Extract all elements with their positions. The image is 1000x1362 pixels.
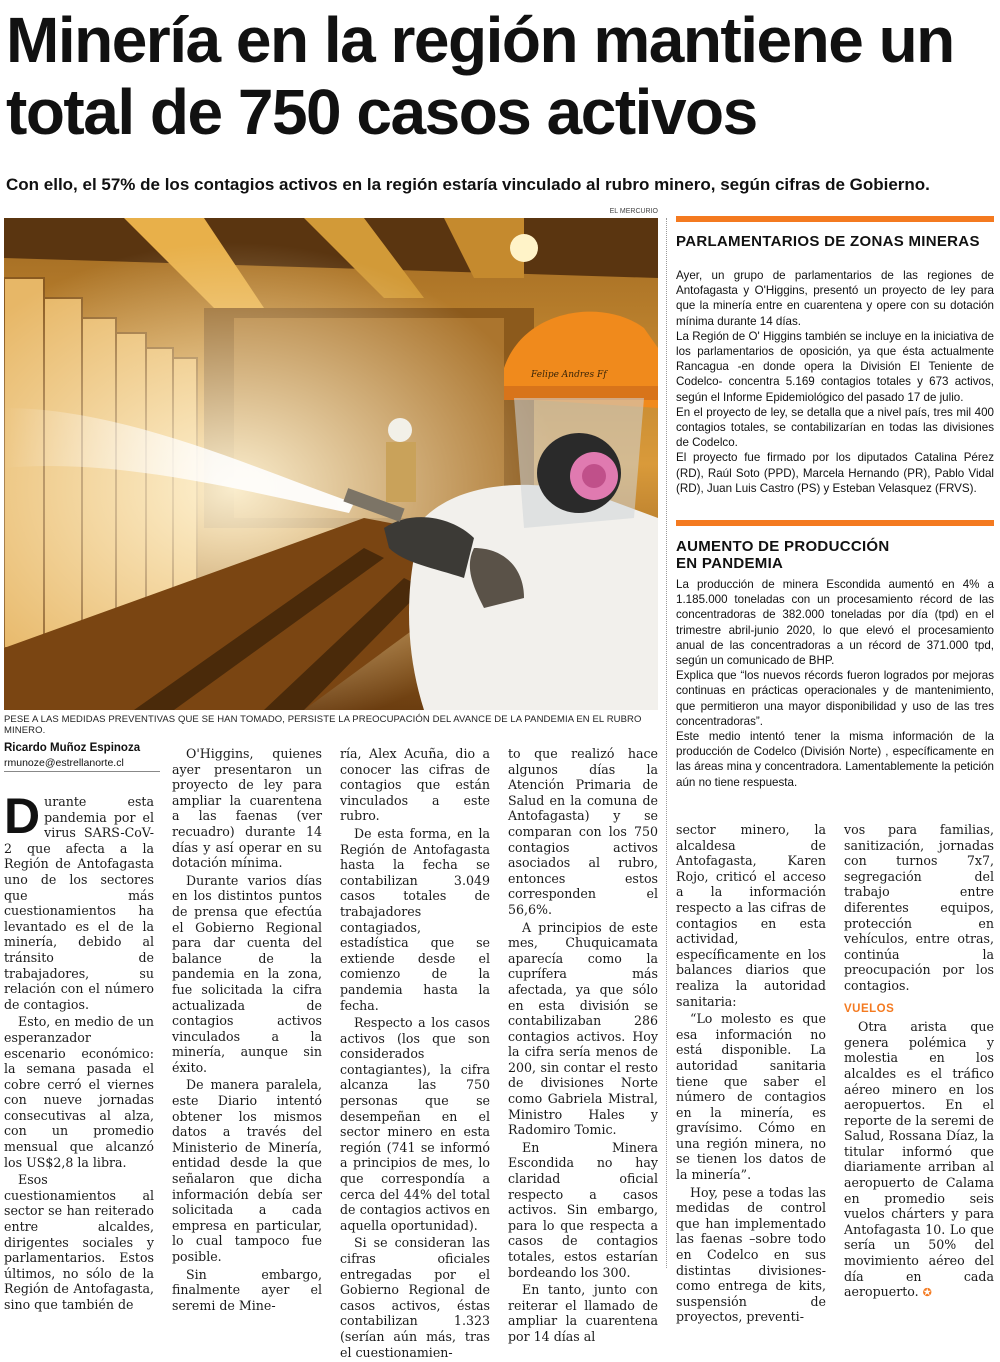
article-column-3 xyxy=(340,746,490,1362)
article-column-1 xyxy=(4,788,154,1315)
sidebar-paragraph: Ayer, un grupo de parlamentarios de las regiones de Antofagasta y O'Higgins, presentó un proyecto de ley para que la minería entre en cuarentena y opere con su dotación mínima durante 14 días. xyxy=(676,269,994,328)
sidebar-title-parlamentarios: PARLAMENTARIOS DE ZONAS MINERAS xyxy=(676,233,980,250)
sidebar-paragraph: La producción de minera Escondida aumentó en 4% a 1.185.000 toneladas con un procesamiento récord de las concentradoras de 382.000 toneladas por día (tpd) en el trimestre abril-junio 2020, lo que elevó el procesamiento anual de las concentradoras a un récord de 371.000 tpd, según un comunicado de BHP. xyxy=(676,578,994,668)
column-divider xyxy=(666,218,667,1268)
photo-credit: EL MERCURIO xyxy=(609,208,658,215)
main-photo xyxy=(4,218,658,710)
helmet-inscription: Felipe Andres Ff xyxy=(531,370,607,380)
article-paragraph: ría, Alex Acuña, dio a conocer las cifras de contagios que están vinculados a este rubro. xyxy=(340,746,490,824)
article-paragraph: Si se consideran las cifras oficiales entregadas por el Gobierno Regional de casos activos, éstas contabilizan 1.323 (serían aún más, tras el cuestionamien- xyxy=(340,1235,490,1360)
article-paragraph: sector minero, la alcaldesa de Antofagasta, Karen Rojo, criticó el acceso a la información respecto a las cifras de contagios en esta actividad, específicamente en los balances diarios que realiza la autoridad sanitaria: xyxy=(676,822,826,1009)
article-column-4 xyxy=(508,746,658,1347)
article-paragraph: Otra arista que genera polémica y molestia en los alcaldes es el tráfico aéreo minero en los aeropuertos. En el reporte de la seremi de Salud, Rossana Díaz, la titular informó que diariamente arriban al aeropuerto de Calama en promedio seis vuelos chárters y para Antofagasta 10. Lo que sería un 50% del movimiento aéreo del día en cada aeropuerto. ✪ xyxy=(844,1019,994,1300)
headline: Minería en la región mantiene un total de 750 casos activos xyxy=(6,4,954,148)
article-paragraph: A principios de este mes, Chuquicamata aparecía como la cuprífera más afectada, ya que sólo en esta división se contabilizaban 286 contagios activos. Hoy la cifra sería menos de 200, sin contar el resto de divisiones Norte como Gabriela Mistral, Ministro Hales y Radomiro Tomic. xyxy=(508,919,658,1138)
subhead: Con ello, el 57% de los contagios activos en la región estaría vinculado al rubro minero, según cifras de Gobierno. xyxy=(6,175,930,194)
article-paragraph: vos para familias, sanitización, jornadas con turnos 7x7, segregación del trabajo entre diferentes equipos, protección en vehículos, entre otras, continúa la preocupación por los contagios. xyxy=(844,822,994,993)
article-paragraph: to que realizó hace algunos días la Atención Primaria de Salud en la comuna de Antofagasta) y se comparan con los 750 contagios activos asociados al rubro, entonces estos corresponden el 56,6%. xyxy=(508,746,658,917)
article-paragraph: En Minera Escondida no hay claridad oficial respecto a casos activos. Sin embargo, para lo que respecta a casos de contagios totales, estos estarían bordeando los 300. xyxy=(508,1139,658,1280)
article-paragraph: Durante varios días en los distintos puntos de prensa que efectúa el Gobierno Regional para dar cuenta del balance de la pandemia en la zona, fue solicitada la cifra actualizada de contagios activos vinculados a la minería, aunque sin éxito. xyxy=(172,872,322,1075)
article-paragraph: Esto, en medio de un esperanzador escenario económico: la semana pasada el cobre cerró el viernes con nueve jornadas consecutivas al alza, con un promedio mensual que alcanzó los US$2,8 la libra. xyxy=(4,1014,154,1170)
sidebar-accent-rule xyxy=(676,216,994,222)
article-column-6 xyxy=(844,822,994,1303)
miner-spraying-illustration xyxy=(4,218,658,710)
article-column-2 xyxy=(172,746,322,1315)
end-of-article-icon: ✪ xyxy=(922,1286,932,1300)
article-paragraph: “Lo molesto es que esa información no está disponible. La autoridad sanitaria tiene que saber el número de contagios en la minería, es gravísimo. Cómo en una región minera, no se tienen los datos de la minería”. xyxy=(676,1011,826,1183)
article-paragraph: O'Higgins, quienes ayer presentaron un proyecto de ley para ampliar la cuarentena a las faenas (ver recuadro) durante 14 días y así operar en su dotación mínima. xyxy=(172,746,322,871)
sidebar-paragraph: El proyecto fue firmado por los diputados Catalina Pérez (RD), Raúl Soto (PPD), Marcela Hernando (PR), Pablo Vidal (RD), Juan Luis Castro (PS) y Esteban Velasquez (FRVS). xyxy=(676,451,994,495)
photo-caption: PESE A LAS MEDIDAS PREVENTIVAS QUE SE HAN TOMADO, PERSISTE LA PREOCUPACIÓN DEL AVANCE DE LA PANDEMIA EN EL RUBRO MINERO. xyxy=(4,714,642,736)
byline-divider xyxy=(4,771,160,772)
sidebar-accent-rule xyxy=(676,520,994,526)
sidebar-body-parlamentarios xyxy=(676,268,994,496)
sidebar-paragraph: En el proyecto de ley, se detalla que a nivel país, tres mil 400 contagios totales, se contabilizarían en todas las divisiones de Codelco. xyxy=(676,405,994,450)
article-column-5 xyxy=(676,822,826,1327)
article-paragraph: Respecto a los casos activos (los que son considerados contagiantes), la cifra alcanza las 750 personas que se desempeñan en el sector minero en esta región (741 se informó a principios de mes, lo que correspondía a cerca del 44% del total de contagios activos en aquella oportunidad). xyxy=(340,1015,490,1233)
sidebar-paragraph: La Región de O' Higgins también se incluye en la iniciativa de los parlamentarios de oposición, ya que ésta actualmente Rancagua -en donde opera la División El Teniente de Codelco- concentra 5.169 contagios totales y 673 activos, según el Informe Epidemiológico del pasado 17 de julio. xyxy=(676,329,994,404)
sidebar-paragraph: Explica que “los nuevos récords fueron logrados por mejoras continuas en prácticas operacionales y de mantenimiento, que permitieron una mayor disponibilidad y uso de las tres concentradoras”. xyxy=(676,669,994,728)
sidebar-title-produccion: AUMENTO DE PRODUCCIÓN EN PANDEMIA xyxy=(676,538,890,572)
article-paragraph: De esta forma, en la Región de Antofagasta hasta la fecha se contabilizan 3.049 casos totales de trabajadores contagiados, estadística que se extiende desde el comienzo de la pandemia hasta la fecha. xyxy=(340,825,490,1013)
section-subhead-vuelos: VUELOS xyxy=(844,1002,895,1015)
article-paragraph: Sin embargo, finalmente ayer el seremi de Mine- xyxy=(172,1266,322,1313)
article-paragraph: De manera paralela, este Diario intentó obtener los mismos datos a través del Ministerio de Minería, entidad desde la que señalaron que dicha información debía ser solicitada a cada empresa en particular, lo cual tampoco fue posible. xyxy=(172,1077,322,1264)
sidebar-paragraph: Este medio intentó tener la misma información de la producción de Codelco (División Norte) , específicamente en las áreas mina y concentradora. Lamentablemente la petición aún no tiene respuesta. xyxy=(676,730,994,789)
article-paragraph: Durante esta pandemia por el virus SARS-CoV-2 que afecta a la Región de Antofagasta uno de los sectores que más cuestionamientos ha levantado es el de la minería, debido al tránsito de trabajadores, su relación con el número de contagios. xyxy=(4,788,154,1012)
dropcap: D xyxy=(4,788,41,844)
article-paragraph: Esos cuestionamientos al sector se han reiterado entre alcaldes, dirigentes sociales y parlamentarios. Estos últimos, no sólo de la Región de Antofagasta, sino que también de xyxy=(4,1172,154,1312)
article-paragraph: En tanto, junto con reiterar el llamado de ampliar la cuarentena por 14 días al xyxy=(508,1282,658,1344)
byline-name: Ricardo Muñoz Espinoza xyxy=(4,742,141,754)
article-paragraph: Hoy, pese a todas las medidas de control que han implementado las faenas –sobre todo en Codelco en sus distintas divisiones- como entrega de kits, suspensión de proyectos, preventi- xyxy=(676,1184,826,1325)
byline-email: rmunoze@estrellanorte.cl xyxy=(4,757,124,769)
sidebar-body-produccion xyxy=(676,577,994,790)
